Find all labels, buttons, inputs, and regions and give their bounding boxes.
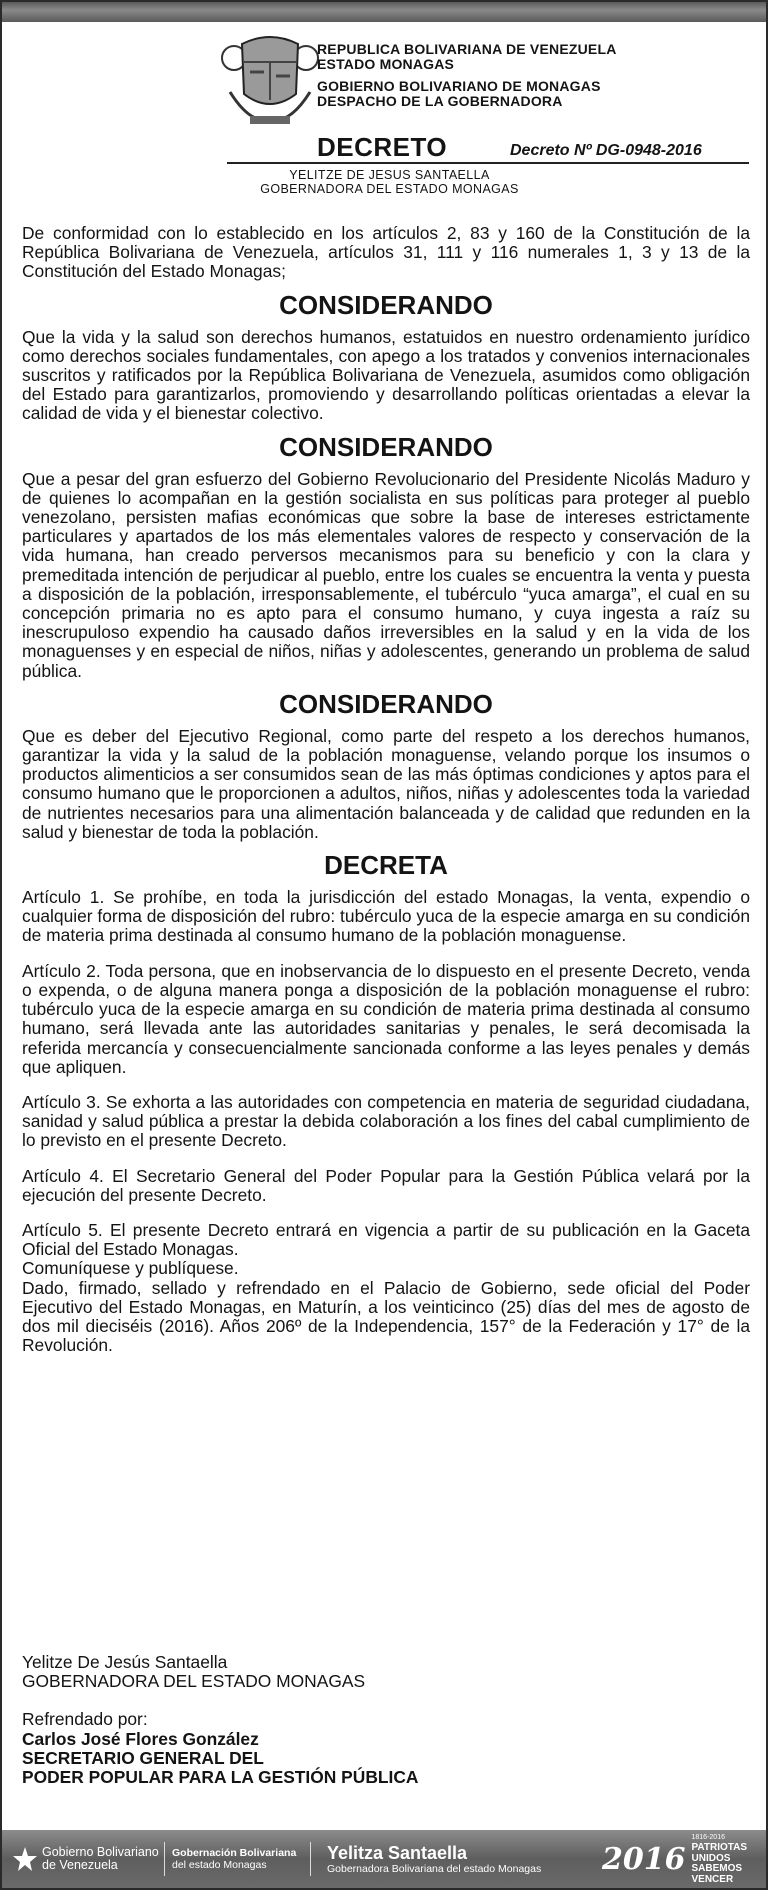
considerando-heading-3: CONSIDERANDO — [279, 688, 493, 719]
document-title: DECRETO — [317, 132, 448, 162]
considerando-paragraph-2: Que a pesar del gran esfuerzo del Gobierno Revolucionario del Presidente Nicolás Maduro y de quienes lo acompañan en la gestión socialista en sus políticas para proteger al pueblo venezolano, persisten mafias económicas que sobre la base de intereses estrictamente particulares y apartados de los más elementales valores de respecto y conservación de la vida humana, han creado perversos mecanismos para su beneficio y con la clara y premeditada intención de perjudicar al pueblo, entre los cuales se encuentra la venta y puesta a disposición de la población, irresponsablemente, el tubérculo “yuca amarga”, el cual en su concepción primaria no es apto para el consumo humano, y cuya ingesta a raíz su inescrupuloso expendio ha causado daños irreversibles en la salud y en la vida de los monaguenses y en especial de niños, niñas y adolescentes, generando un problema de salud pública. — [22, 468, 750, 681]
footer-governor-name: Yelitza Santaella — [327, 1843, 468, 1863]
decree-body — [22, 224, 750, 1355]
comuniquese-line: Comuníquese y publíquese. — [22, 1258, 239, 1279]
article-1: Artículo 1. Se prohíbe, en toda la jurisdicción del estado Monagas, la venta, expendio o cualquier forma de disposición del rubro: tubérculo yuca de la especie amarga en su condición de materia prima destinada al consumo humano de la población monaguense. — [22, 887, 750, 946]
footer-divider — [164, 1842, 165, 1876]
title-rule — [227, 162, 749, 164]
decree-number: Decreto Nº DG-0948-2016 — [510, 142, 702, 159]
footer-banner — [2, 1830, 766, 1888]
signature-block — [22, 1653, 750, 1787]
considerando-heading-2: CONSIDERANDO — [279, 431, 493, 462]
governor-header-title: GOBERNADORA DEL ESTADO MONAGAS — [260, 182, 519, 196]
header-line-office: DESPACHO DE LA GOBERNADORA — [317, 92, 563, 109]
header-line-state: ESTADO MONAGAS — [317, 55, 455, 72]
motto-line2: SABEMOS VENCER — [691, 1863, 743, 1885]
footer-governor-subtitle: Gobernadora Bolivariana del estado Monagas — [327, 1863, 542, 1875]
year-logo — [602, 1830, 766, 1888]
coat-of-arms-icon — [220, 32, 320, 130]
article-5: Artículo 5. El presente Decreto entrará en vigencia a partir de su publicación en la Gaceta Oficial del Estado Monagas. — [22, 1219, 750, 1260]
footer-gm-line1: Gobernación Bolivariana — [172, 1847, 297, 1859]
star-icon — [12, 1846, 38, 1872]
footer-gm-line2: del estado Monagas — [172, 1859, 267, 1871]
signer-name: Yelitze De Jesús Santaella — [22, 1652, 228, 1672]
article-2: Artículo 2. Toda persona, que en inobservancia de lo dispuesto en el presente Decreto, venda o expenda, o de alguna manera ponga a disposición de la población monaguense el rubro: tubérculo yuca de la especie amarga en su condición de materia prima destinada al consumo humano, será llevada ante las autoridades sanitarias y penales, le será decomisada la referida mercancía y consecuencialmente sancionada conforme a las leyes penales y demás que apliquen. — [22, 960, 750, 1077]
footer-gb-line1: Gobierno Bolivariano — [42, 1845, 159, 1859]
considerando-paragraph-1: Que la vida y la salud son derechos humanos, estatuidos en nuestro ordenamiento jurídico como derechos sociales fundamentales, con apego a los tratados y convenios internacionales suscritos y ratificados por la República Bolivariana de Venezuela, asumidos como obligación del Estado para garantizarlos, promoviendo y desarrollando políticas orientadas a elevar la calidad de vida y el bienestar colectivo. — [22, 326, 750, 424]
motto-line1: PATRIOTAS UNIDOS — [691, 1842, 748, 1864]
gobierno-bolivariano-logo — [12, 1830, 159, 1888]
governor-header-name: YELITZE DE JESUS SANTAELLA — [289, 168, 490, 182]
decreta-heading: DECRETA — [324, 850, 448, 881]
footer-gb-line2: de Venezuela — [42, 1858, 118, 1872]
header-block — [317, 42, 617, 108]
header-line-republic: REPUBLICA BOLIVARIANA DE VENEZUELA — [317, 41, 617, 57]
years-tiny: 1816-2016 — [691, 1833, 725, 1841]
governor-signature-logo — [327, 1830, 541, 1888]
article-3: Artículo 3. Se exhorta a las autoridades con competencia en materia de seguridad ciudadana, sanidad y salud pública a prestar la debida colaboración a los fines del cabal cumplimiento de lo previsto en el presente Decreto. — [22, 1091, 750, 1151]
intro-paragraph: De conformidad con lo establecido en los artículos 2, 83 y 160 de la Constitución de la República Bolivariana de Venezuela, artículos 31, 111 y 116 numerales 1, 3 y 13 de la Constitución del Estado Monagas; — [22, 223, 750, 282]
countersigner-title-1: SECRETARIO GENERAL DEL — [22, 1747, 264, 1768]
year-mark: 2016 — [602, 1841, 686, 1877]
footer-divider — [310, 1842, 311, 1876]
considerando-heading-1: CONSIDERANDO — [279, 289, 493, 320]
governor-header — [227, 168, 552, 196]
gobernacion-logo — [172, 1830, 296, 1888]
considerando-paragraph-3: Que es deber del Ejecutivo Regional, como parte del respeto a los derechos humanos, garantizar la vida y la salud de la población monaguense, velando porque los insumos o productos alimenticios a ser consumidos sean de las más óptimas condiciones y aptos para el consumo humano que le proporcionen a adultos, niños, niñas y adolescentes toda la variedad de nutrientes necesarios para una alimentación balanceada y de calidad que redunden en la salud y bienestar de toda la población. — [22, 725, 750, 842]
header-line-government: GOBIERNO BOLIVARIANO DE MONAGAS — [317, 78, 601, 94]
top-bar — [2, 2, 766, 22]
signer-title: GOBERNADORA DEL ESTADO MONAGAS — [22, 1671, 366, 1692]
article-4: Artículo 4. El Secretario General del Poder Popular para la Gestión Pública velará por la ejecución del presente Decreto. — [22, 1165, 750, 1205]
motto — [692, 1833, 767, 1886]
refrendado-label: Refrendado por: — [22, 1709, 148, 1730]
dado-paragraph: Dado, firmado, sellado y refrendado en el Palacio de Gobierno, sede oficial del Poder Ejecutivo del Estado Monagas, en Maturín, a los veinticinco (25) días del mes de agosto de dos mil dieciséis (2016). Años 206º de la Independencia, 157° de la Federación y 17° de la Revolución. — [22, 1277, 750, 1356]
countersigner-name: Carlos José Flores González — [22, 1728, 259, 1749]
countersigner-title-2: PODER POPULAR PARA LA GESTIÓN PÚBLICA — [22, 1767, 419, 1788]
